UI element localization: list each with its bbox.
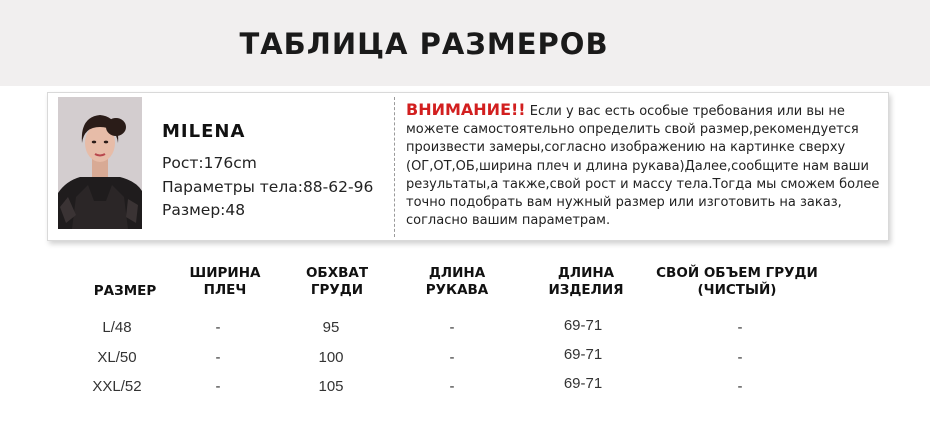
cell-chest: 105	[318, 378, 344, 395]
cell-sleeve: -	[449, 378, 455, 395]
notice-text: Если у вас есть особые требования или вы не можете самостоятельно определить свой размер,рекомендуется произвести замеры,согласно изображению на картинке сверху (ОГ,ОТ,ОБ,ширина плеч и длина рукава)Далее,сообщите нам ваши результаты,а также,свой рост и массу тела.Тогда мы сможем более точно подобрать вам нужный размер или изготовить на заказ, согласно вашим параметрам.	[406, 104, 880, 229]
header-chest-girth-line2: ГРУДИ	[310, 282, 364, 298]
notice-title: ВНИМАНИЕ!!	[406, 100, 526, 119]
model-name: MILENA	[162, 121, 246, 142]
model-height: Рост:176cm	[162, 154, 257, 172]
cell-chest: 95	[322, 319, 340, 336]
header-sleeve-length	[426, 265, 489, 299]
cell-chest: 100	[318, 349, 344, 366]
header-sleeve-length-line2: РУКАВА	[425, 282, 489, 298]
cell-own-chest: -	[737, 378, 743, 395]
model-body-params: Параметры тела:88-62-96	[162, 178, 374, 196]
model-info-box	[47, 92, 889, 241]
cell-length: 69-71	[563, 375, 603, 392]
dashed-divider	[394, 97, 395, 237]
model-size: Размер:48	[162, 201, 246, 219]
cell-shoulder: -	[215, 349, 221, 366]
cell-sleeve: -	[449, 319, 455, 336]
header-shoulder-width	[190, 265, 261, 299]
cell-own-chest: -	[737, 349, 743, 366]
cell-length: 69-71	[563, 346, 603, 363]
header-shoulder-width-line2: ПЛЕЧ	[203, 282, 247, 298]
cell-size: XXL/52	[92, 378, 142, 395]
header-size	[94, 283, 156, 300]
cell-sleeve: -	[449, 349, 455, 366]
header-shoulder-width-line1: ШИРИНА	[189, 265, 261, 281]
header-sleeve-length-line1: ДЛИНА	[428, 265, 486, 281]
header-own-chest	[656, 265, 818, 299]
cell-own-chest: -	[737, 319, 743, 336]
header-chest-girth-line1: ОБХВАТ	[305, 265, 369, 281]
header-own-chest-line1: СВОЙ ОБЪЕМ ГРУДИ	[656, 265, 818, 281]
header-item-length-line2: ИЗДЕЛИЯ	[548, 282, 624, 298]
header-chest-girth	[306, 265, 368, 299]
cell-size: XL/50	[97, 349, 137, 366]
page-title: ТАБЛИЦА РАЗМЕРОВ	[239, 27, 609, 61]
cell-length: 69-71	[563, 317, 603, 334]
cell-shoulder: -	[215, 378, 221, 395]
cell-size: L/48	[102, 319, 132, 336]
header-item-length	[548, 265, 623, 299]
cell-shoulder: -	[215, 319, 221, 336]
header-item-length-line1: ДЛИНА	[557, 265, 615, 281]
title-band	[0, 0, 930, 86]
notice-block	[406, 101, 884, 230]
header-own-chest-line2: (ЧИСТЫЙ)	[697, 282, 777, 298]
header-size-label: РАЗМЕР	[93, 283, 157, 299]
model-photo	[58, 97, 142, 229]
